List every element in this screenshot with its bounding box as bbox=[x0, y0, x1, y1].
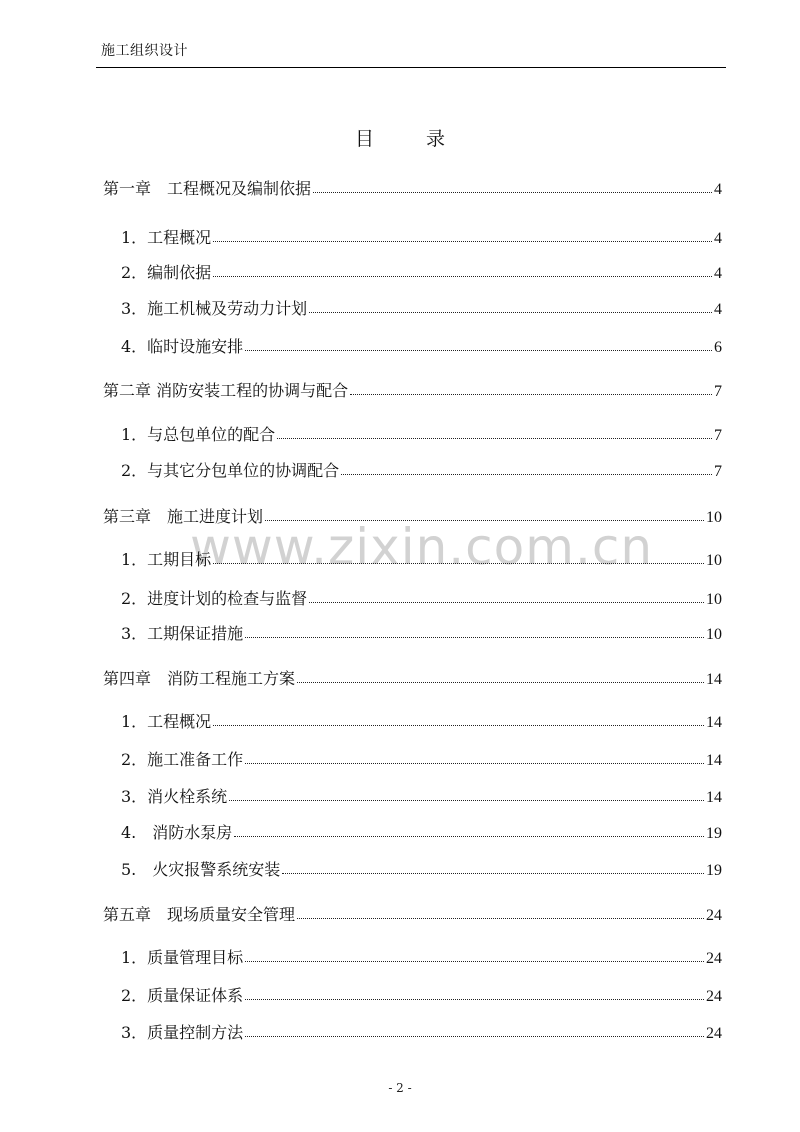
toc-entry-page: 7 bbox=[714, 463, 722, 480]
toc-chapter-entry[interactable] bbox=[103, 176, 722, 198]
toc-entry-label: 第二章 消防安装工程的协调与配合 bbox=[103, 381, 349, 400]
toc-entry-label: 2．进度计划的检查与监督 bbox=[121, 589, 308, 608]
toc-section-entry[interactable] bbox=[121, 621, 722, 643]
toc-dot-leader bbox=[282, 872, 704, 874]
toc-section-entry[interactable] bbox=[121, 225, 722, 247]
toc-section-entry[interactable] bbox=[121, 709, 722, 731]
toc-entry-label: 2．编制依据 bbox=[121, 263, 212, 282]
toc-entry-page: 19 bbox=[706, 825, 722, 842]
toc-dot-leader bbox=[265, 519, 704, 521]
toc-section-entry[interactable] bbox=[121, 945, 722, 967]
toc-dot-leader bbox=[277, 437, 712, 439]
toc-section-entry[interactable] bbox=[121, 260, 722, 282]
toc-entry-page: 10 bbox=[706, 509, 722, 526]
toc-chapter-entry[interactable] bbox=[103, 666, 722, 688]
toc-entry-label: 1．质量管理目标 bbox=[121, 948, 244, 967]
toc-section-entry[interactable] bbox=[121, 422, 722, 444]
toc-entry-label: 2．与其它分包单位的协调配合 bbox=[121, 461, 340, 480]
toc-dot-leader bbox=[309, 311, 712, 313]
toc-dot-leader bbox=[245, 349, 712, 351]
toc-entry-page: 6 bbox=[714, 339, 722, 356]
toc-entry-page: 14 bbox=[706, 671, 722, 688]
toc-entry-label: 4. 消防水泵房 bbox=[121, 823, 233, 842]
toc-entry-label: 第五章 现场质量安全管理 bbox=[103, 905, 296, 924]
toc-chapter-entry[interactable] bbox=[103, 902, 722, 924]
toc-section-entry[interactable] bbox=[121, 1020, 722, 1042]
toc-dot-leader bbox=[309, 601, 704, 603]
toc-dot-leader bbox=[245, 762, 704, 764]
toc-section-entry[interactable] bbox=[121, 983, 722, 1005]
toc-dot-leader bbox=[350, 393, 712, 395]
footer-page-number: - 2 - bbox=[388, 1081, 412, 1095]
toc-entry-page: 19 bbox=[706, 862, 722, 879]
watermark: www.zixin.com.cn bbox=[190, 518, 654, 576]
toc-entry-label: 5. 火灾报警系统安装 bbox=[121, 860, 281, 879]
toc-dot-leader bbox=[341, 473, 712, 475]
toc-entry-page: 14 bbox=[706, 714, 722, 731]
toc-entry-page: 24 bbox=[706, 1025, 722, 1042]
toc-entry-label: 3．工期保证措施 bbox=[121, 624, 244, 643]
toc-entry-label: 1．工程概况 bbox=[121, 712, 212, 731]
toc-dot-leader bbox=[213, 724, 704, 726]
toc-section-entry[interactable] bbox=[121, 334, 722, 356]
toc-entry-page: 24 bbox=[706, 950, 722, 967]
toc-entry-label: 1．工期目标 bbox=[121, 550, 212, 569]
toc-dot-leader bbox=[245, 636, 704, 638]
running-header-title: 施工组织设计 bbox=[101, 43, 188, 59]
toc-section-entry[interactable] bbox=[121, 547, 722, 569]
toc-entry-label: 1．与总包单位的配合 bbox=[121, 425, 276, 444]
toc-entry-page: 4 bbox=[714, 265, 722, 282]
toc-entry-page: 10 bbox=[706, 626, 722, 643]
toc-dot-leader bbox=[213, 275, 712, 277]
toc-entry-page: 14 bbox=[706, 752, 722, 769]
toc-entry-page: 4 bbox=[714, 181, 722, 198]
toc-entry-label: 4．临时设施安排 bbox=[121, 337, 244, 356]
toc-title-char-1: 目 bbox=[354, 128, 374, 150]
toc-dot-leader bbox=[213, 240, 712, 242]
toc-section-entry[interactable] bbox=[121, 458, 722, 480]
toc-dot-leader bbox=[234, 835, 704, 837]
toc-entry-page: 4 bbox=[714, 230, 722, 247]
toc-section-entry[interactable] bbox=[121, 784, 722, 806]
toc-entry-label: 第三章 施工进度计划 bbox=[103, 507, 264, 526]
toc-entry-page: 24 bbox=[706, 988, 722, 1005]
toc-dot-leader bbox=[313, 191, 712, 193]
toc-section-entry[interactable] bbox=[121, 820, 722, 842]
toc-section-entry[interactable] bbox=[121, 857, 722, 879]
toc-entry-label: 第一章 工程概况及编制依据 bbox=[103, 179, 312, 198]
toc-section-entry[interactable] bbox=[121, 586, 722, 608]
toc-entry-label: 1．工程概况 bbox=[121, 228, 212, 247]
toc-entry-label: 第四章 消防工程施工方案 bbox=[103, 669, 296, 688]
toc-title-char-2: 录 bbox=[426, 128, 446, 150]
toc-entry-label: 2．施工准备工作 bbox=[121, 750, 244, 769]
toc-entry-page: 24 bbox=[706, 907, 722, 924]
toc-dot-leader bbox=[297, 917, 704, 919]
toc-entry-label: 2．质量保证体系 bbox=[121, 986, 244, 1005]
toc-dot-leader bbox=[297, 681, 704, 683]
toc-entry-page: 14 bbox=[706, 789, 722, 806]
toc-title bbox=[0, 124, 800, 151]
toc-dot-leader bbox=[245, 1035, 704, 1037]
toc-entry-page: 10 bbox=[706, 552, 722, 569]
toc-entry-label: 3．质量控制方法 bbox=[121, 1023, 244, 1042]
toc-dot-leader bbox=[245, 960, 704, 962]
toc-section-entry[interactable] bbox=[121, 747, 722, 769]
toc-entry-page: 4 bbox=[714, 301, 722, 318]
toc-section-entry[interactable] bbox=[121, 296, 722, 318]
header-rule bbox=[96, 67, 726, 68]
toc-dot-leader bbox=[213, 562, 704, 564]
toc-dot-leader bbox=[245, 998, 704, 1000]
toc-dot-leader bbox=[229, 799, 704, 801]
toc-chapter-entry[interactable] bbox=[103, 378, 722, 400]
toc-chapter-entry[interactable] bbox=[103, 504, 722, 526]
toc-entry-page: 10 bbox=[706, 591, 722, 608]
toc-entry-label: 3．消火栓系统 bbox=[121, 787, 228, 806]
toc-entry-label: 3．施工机械及劳动力计划 bbox=[121, 299, 308, 318]
toc-entry-page: 7 bbox=[714, 383, 722, 400]
toc-entry-page: 7 bbox=[714, 427, 722, 444]
